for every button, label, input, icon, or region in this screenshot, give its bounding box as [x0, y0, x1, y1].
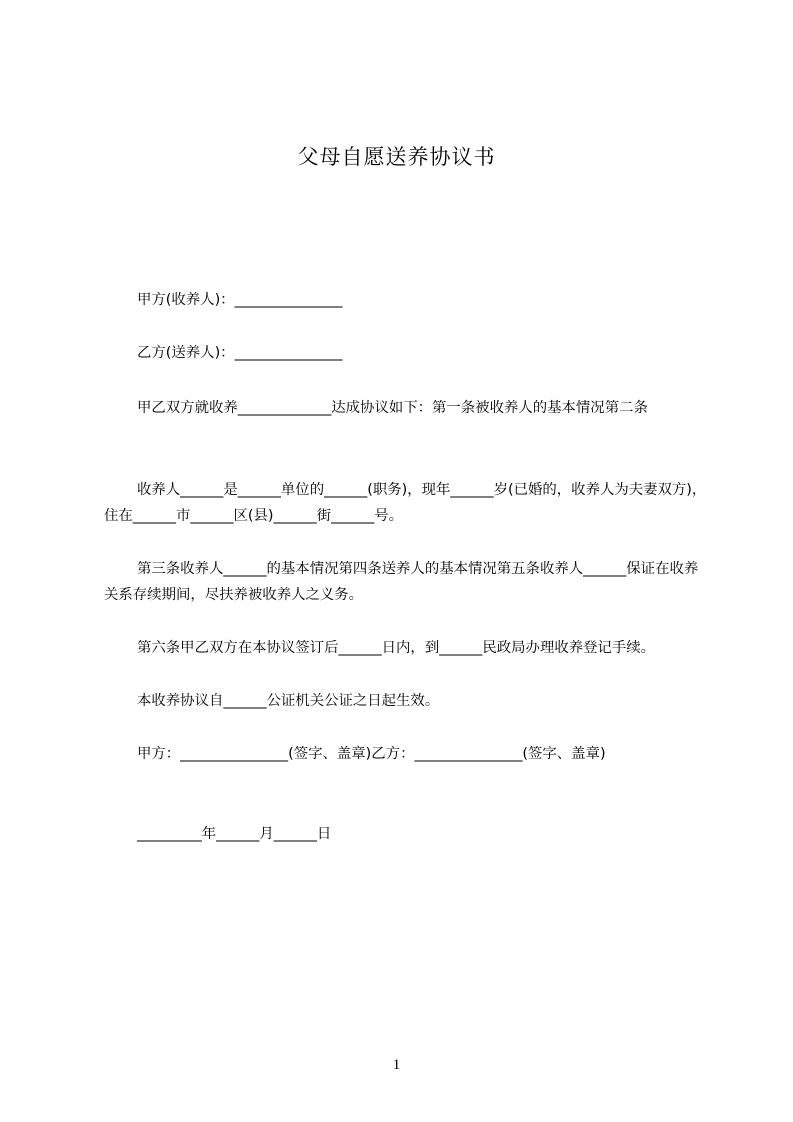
articles-three-to-five-paragraph: 第三条收养人______的基本情况第四条送养人的基本情况第五条收养人______保证在收养关系存续期间，尽扶养被收养人之义务。	[104, 561, 699, 603]
date-line: _________年______月______日	[137, 826, 332, 842]
article-six-paragraph: 第六条甲乙双方在本协议签订后______日内，到______民政局办理收养登记手续。	[137, 640, 656, 656]
document-title: 父母自愿送养协议书	[297, 145, 496, 169]
signature-line: 甲方：_______________(签字、盖章)乙方：_______________(签字、盖章)	[137, 746, 606, 762]
page-number: 1	[392, 1057, 401, 1073]
agreement-intro-paragraph: 甲乙双方就收养_____________达成协议如下：第一条被收养人的基本情况第二条	[137, 400, 648, 416]
party-b-line: 乙方(送养人)：_______________	[137, 345, 343, 361]
adopter-info-paragraph: 收养人______是______单位的______(职务)，现年______岁(已婚的，收养人为夫妻双方)，住在______市______区(县)______街______号。	[104, 482, 707, 524]
effective-clause-paragraph: 本收养协议自______公证机关公证之日起生效。	[137, 693, 440, 709]
party-a-line: 甲方(收养人)：_______________	[137, 292, 343, 308]
